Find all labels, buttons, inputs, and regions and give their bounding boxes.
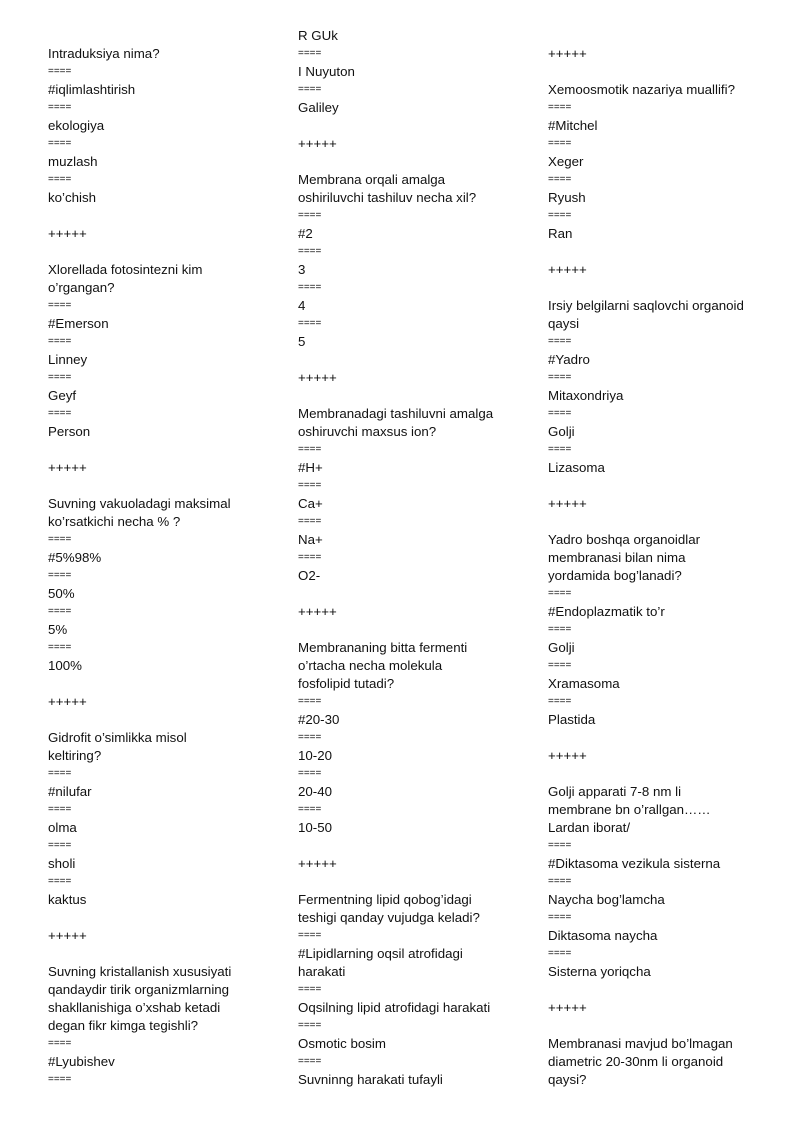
separator-line: ====	[48, 372, 72, 383]
separator-line: ====	[298, 48, 322, 59]
separator-line: ====	[548, 444, 572, 455]
text-line: Ryush	[548, 190, 586, 205]
separator-line: ====	[298, 516, 322, 527]
separator-line: ====	[548, 660, 572, 671]
blank-line	[48, 207, 278, 225]
text-line: Membranasi mavjud bo’lmagan	[548, 1036, 733, 1051]
text-line: Intraduksiya nima?	[48, 46, 160, 61]
correct-answer-line: #20-30	[298, 712, 340, 727]
text-line: qandaydir tirik organizmlarning	[48, 982, 230, 997]
text-line: Yadro boshqa organoidlar	[548, 532, 701, 547]
text-line: membranasi bilan nima	[548, 550, 686, 565]
text-line: Fermentning lipid qobog’idagi	[298, 892, 472, 907]
text-line: Plastida	[548, 712, 596, 727]
separator-line: ====	[548, 138, 572, 149]
separator-line: ====	[48, 768, 72, 779]
text-line: o’rtacha necha molekula	[298, 658, 443, 673]
blank-line	[548, 765, 778, 783]
separator-line: ====	[298, 1020, 322, 1031]
text-line: Golji	[548, 424, 575, 439]
blank-line	[298, 873, 528, 891]
correct-answer-line: #H+	[298, 460, 323, 475]
separator-line: ====	[48, 66, 72, 77]
text-line: oshiriluvchi tashiluv necha xil?	[298, 190, 477, 205]
question-divider: +++++	[548, 748, 587, 763]
blank-line	[298, 585, 528, 603]
text-line: ko’rsatkichi necha % ?	[48, 514, 181, 529]
question-divider: +++++	[298, 856, 337, 871]
text-line: R GUk	[298, 28, 338, 43]
text-line: Xeger	[548, 154, 584, 169]
separator-line: ====	[548, 174, 572, 185]
blank-line	[48, 711, 278, 729]
text-line: Linney	[48, 352, 88, 367]
question-divider: +++++	[48, 694, 87, 709]
separator-line: ====	[48, 1038, 72, 1049]
text-line: 5	[298, 334, 306, 349]
text-line: Na+	[298, 532, 323, 547]
correct-answer-line: #Mitchel	[548, 118, 598, 133]
text-line: O2-	[298, 568, 321, 583]
separator-line: ====	[48, 408, 72, 419]
text-line: Irsiy belgilarni saqlovchi organoid	[548, 298, 744, 313]
separator-line: ====	[548, 624, 572, 635]
text-line: Oqsilning lipid atrofidagi harakati	[298, 1000, 491, 1015]
text-line: diametric 20-30nm li organoid	[548, 1054, 724, 1069]
text-line: I Nuyuton	[298, 64, 355, 79]
separator-line: ====	[298, 444, 322, 455]
text-line: 50%	[48, 586, 75, 601]
text-line: Membrana orqali amalga	[298, 172, 446, 187]
separator-line: ====	[48, 642, 72, 653]
text-line: Ran	[548, 226, 573, 241]
blank-line	[548, 63, 778, 81]
separator-line: ====	[298, 210, 322, 221]
column-2	[298, 27, 528, 1089]
separator-line: ====	[298, 768, 322, 779]
separator-line: ====	[48, 570, 72, 581]
correct-answer-line: #5%98%	[48, 550, 102, 565]
blank-line	[548, 981, 778, 999]
blank-line	[48, 441, 278, 459]
text-line: Gidrofit o’simlikka misol	[48, 730, 187, 745]
separator-line: ====	[298, 930, 322, 941]
question-divider: +++++	[48, 460, 87, 475]
text-line: Membrananing bitta fermenti	[298, 640, 468, 655]
text-line: teshigi qanday vujudga keladi?	[298, 910, 480, 925]
separator-line: ====	[548, 588, 572, 599]
text-line: muzlash	[48, 154, 98, 169]
separator-line: ====	[48, 336, 72, 347]
question-divider: +++++	[298, 136, 337, 151]
text-line: Suvning kristallanish xususiyati	[48, 964, 232, 979]
text-line: qaysi?	[548, 1072, 587, 1087]
text-line: harakati	[298, 964, 346, 979]
text-line: Osmotic bosim	[298, 1036, 386, 1051]
separator-line: ====	[548, 408, 572, 419]
text-line: membrane bn o’rallgan……	[548, 802, 711, 817]
blank-line	[298, 153, 528, 171]
question-divider: +++++	[48, 226, 87, 241]
correct-answer-line: #2	[298, 226, 313, 241]
separator-line: ====	[548, 912, 572, 923]
column-3	[548, 45, 778, 1089]
separator-line: ====	[48, 534, 72, 545]
text-line: Xlorellada fotosintezni kim	[48, 262, 203, 277]
text-line: Golji apparati 7-8 nm li	[548, 784, 682, 799]
text-line: Lardan iborat/	[548, 820, 631, 835]
text-line: kaktus	[48, 892, 87, 907]
correct-answer-line: #Lyubishev	[48, 1054, 115, 1069]
text-line: Suvninng harakati tufayli	[298, 1072, 443, 1087]
question-divider: +++++	[548, 1000, 587, 1015]
separator-line: ====	[298, 696, 322, 707]
correct-answer-line: #iqlimlashtirish	[48, 82, 136, 97]
text-line: 5%	[48, 622, 68, 637]
text-line: 100%	[48, 658, 83, 673]
blank-line	[48, 477, 278, 495]
blank-line	[298, 837, 528, 855]
text-line: Person	[48, 424, 91, 439]
text-line: 20-40	[298, 784, 333, 799]
text-line: Galiley	[298, 100, 339, 115]
separator-line: ====	[298, 732, 322, 743]
text-line: olma	[48, 820, 77, 835]
separator-line: ====	[48, 102, 72, 113]
separator-line: ====	[298, 1056, 322, 1067]
blank-line	[48, 945, 278, 963]
text-line: Xramasoma	[548, 676, 620, 691]
text-line: Suvning vakuoladagi maksimal	[48, 496, 231, 511]
separator-line: ====	[548, 102, 572, 113]
question-divider: +++++	[548, 262, 587, 277]
text-line: Lizasoma	[548, 460, 605, 475]
text-line: 10-20	[298, 748, 333, 763]
text-line: 3	[298, 262, 306, 277]
blank-line	[48, 243, 278, 261]
correct-answer-line: #Lipidlarning oqsil atrofidagi	[298, 946, 463, 961]
question-divider: +++++	[298, 604, 337, 619]
column-1	[48, 45, 278, 1089]
blank-line	[548, 729, 778, 747]
text-line: oshiruvchi maxsus ion?	[298, 424, 437, 439]
separator-line: ====	[298, 804, 322, 815]
correct-answer-line: #Yadro	[548, 352, 590, 367]
text-line: sholi	[48, 856, 76, 871]
text-line: Golji	[548, 640, 575, 655]
separator-line: ====	[548, 336, 572, 347]
text-line: Xemoosmotik nazariya muallifi?	[548, 82, 735, 97]
separator-line: ====	[48, 840, 72, 851]
correct-answer-line: #Diktasoma vezikula sisterna	[548, 856, 721, 871]
text-line: o’rgangan?	[48, 280, 115, 295]
separator-line: ====	[298, 318, 322, 329]
text-line: Diktasoma naycha	[548, 928, 658, 943]
text-line: shakllanishiga o’xshab ketadi	[48, 1000, 221, 1015]
blank-line	[298, 621, 528, 639]
separator-line: ====	[48, 804, 72, 815]
separator-line: ====	[48, 174, 72, 185]
text-line: qaysi	[548, 316, 580, 331]
separator-line: ====	[298, 552, 322, 563]
text-line: Geyf	[48, 388, 77, 403]
separator-line: ====	[298, 282, 322, 293]
separator-line: ====	[548, 210, 572, 221]
text-line: fosfolipid tutadi?	[298, 676, 395, 691]
text-line: 10-50	[298, 820, 333, 835]
question-divider: +++++	[548, 496, 587, 511]
question-divider: +++++	[548, 46, 587, 61]
blank-line	[548, 1017, 778, 1035]
separator-line: ====	[298, 246, 322, 257]
text-line: degan fikr kimga tegishli?	[48, 1018, 199, 1033]
text-line: 4	[298, 298, 306, 313]
separator-line: ====	[48, 1074, 72, 1085]
correct-answer-line: #Emerson	[48, 316, 109, 331]
separator-line: ====	[548, 372, 572, 383]
text-line: ekologiya	[48, 118, 105, 133]
text-line: Naycha bog’lamcha	[548, 892, 665, 907]
text-line: Mitaxondriya	[548, 388, 624, 403]
blank-line	[548, 477, 778, 495]
correct-answer-line: #Endoplazmatik to’r	[548, 604, 665, 619]
separator-line: ====	[548, 948, 572, 959]
text-line: Membranadagi tashiluvni amalga	[298, 406, 494, 421]
question-divider: +++++	[48, 928, 87, 943]
separator-line: ====	[298, 480, 322, 491]
separator-line: ====	[298, 84, 322, 95]
blank-line	[548, 513, 778, 531]
separator-line: ====	[548, 876, 572, 887]
blank-line	[548, 243, 778, 261]
blank-line	[298, 117, 528, 135]
separator-line: ====	[48, 876, 72, 887]
correct-answer-line: #nilufar	[48, 784, 92, 799]
separator-line: ====	[548, 840, 572, 851]
separator-line: ====	[48, 300, 72, 311]
blank-line	[298, 351, 528, 369]
blank-line	[298, 387, 528, 405]
separator-line: ====	[48, 138, 72, 149]
separator-line: ====	[48, 606, 72, 617]
question-divider: +++++	[298, 370, 337, 385]
text-line: Ca+	[298, 496, 323, 511]
separator-line: ====	[548, 696, 572, 707]
blank-line	[48, 909, 278, 927]
text-line: Sisterna yoriqcha	[548, 964, 651, 979]
text-line: keltiring?	[48, 748, 102, 763]
separator-line: ====	[298, 984, 322, 995]
text-line: yordamida bog’lanadi?	[548, 568, 682, 583]
text-line: ko’chish	[48, 190, 97, 205]
blank-line	[48, 675, 278, 693]
blank-line	[548, 279, 778, 297]
